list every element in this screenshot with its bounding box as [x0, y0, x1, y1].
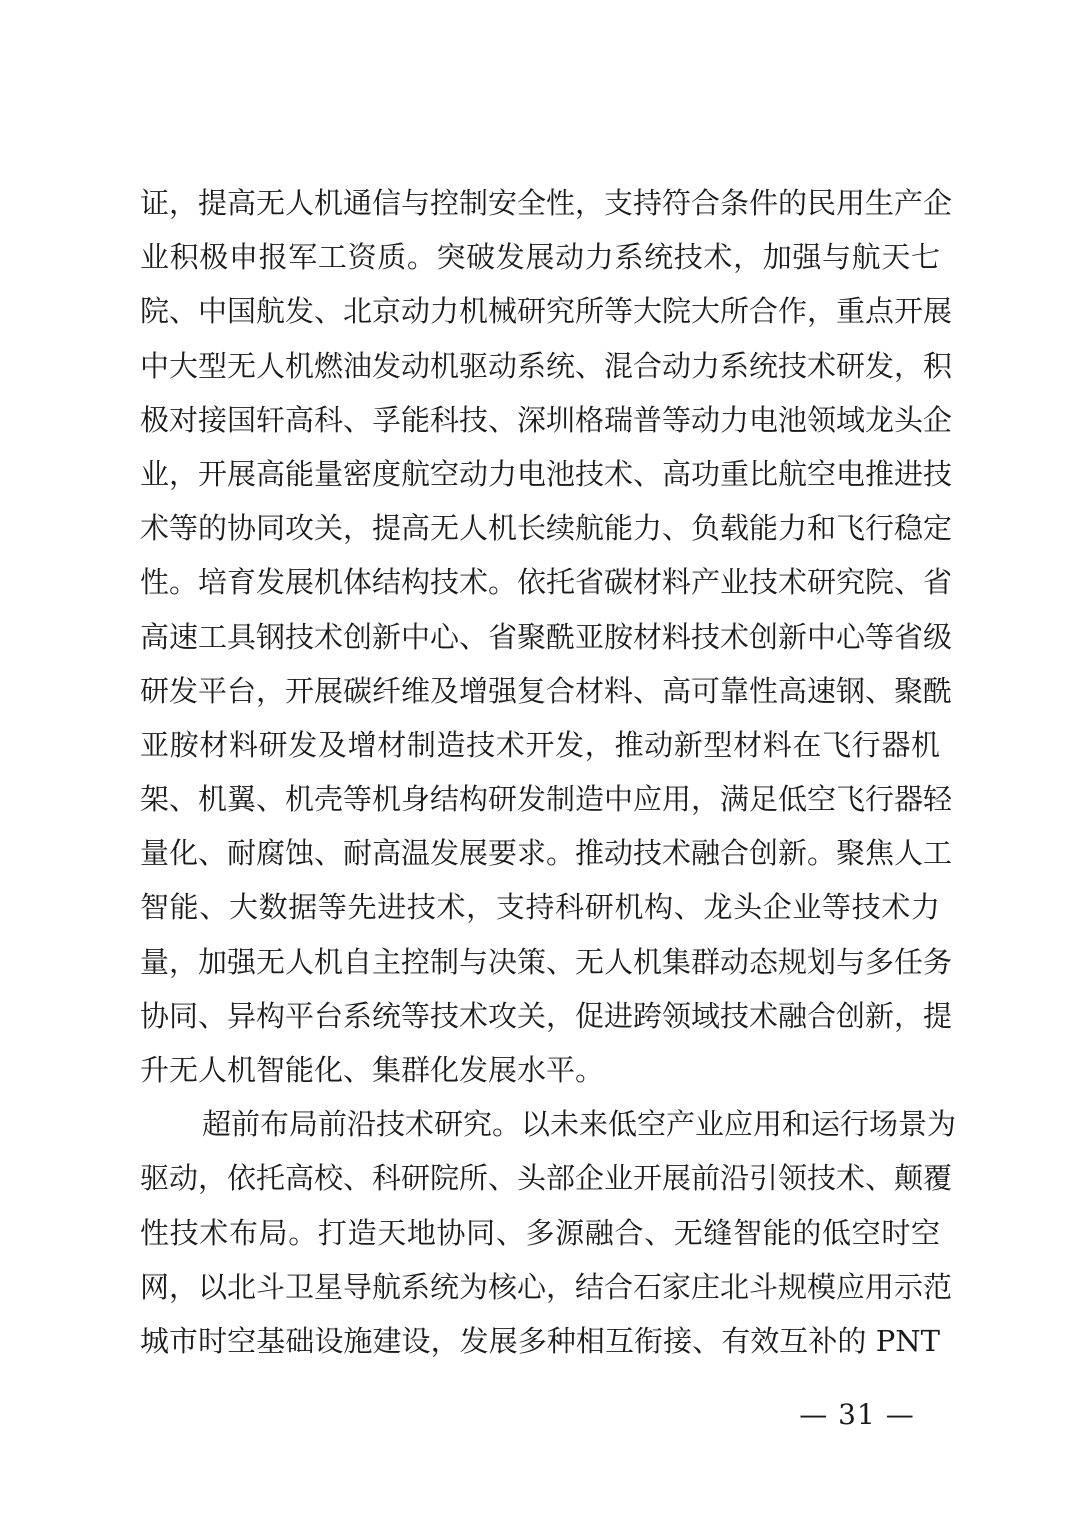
text-line: 极对接国轩高科、孚能科技、深圳格瑞普等动力电池领域龙头企 — [140, 402, 953, 437]
text-line: 高速工具钢技术创新中心、省聚酰亚胺材料技术创新中心等省级 — [140, 619, 953, 654]
text-line: 超前布局前沿技术研究。以未来低空产业应用和运行场景为 — [202, 1107, 957, 1142]
page-number: — 31 — — [799, 1398, 915, 1431]
text-line: 证，提高无人机通信与控制安全性，支持符合条件的民用生产企 — [140, 186, 953, 220]
text-line: 网，以北斗卫星导航系统为核心，结合石家庄北斗规模应用示范 — [140, 1269, 953, 1304]
text-line: 量，加强无人机自主控制与决策、无人机集群动态规划与多任务 — [140, 944, 953, 979]
paragraph-2 — [140, 1097, 957, 1368]
text-line: 业积极申报军工资质。突破发展动力系统技术，加强与航天七 — [140, 240, 940, 275]
text-line: 架、机翼、机壳等机身结构研发制造中应用，满足低空飞行器轻 — [140, 782, 953, 817]
body-text — [140, 176, 957, 1368]
text-line: 研发平台，开展碳纤维及增强复合材料、高可靠性高速钢、聚酰 — [140, 673, 953, 708]
text-line: 升无人机智能化、集群化发展水平。 — [140, 1053, 605, 1087]
text-line: 智能、大数据等先进技术，支持科研机构、龙头企业等技术力 — [140, 890, 940, 925]
text-line: 院、中国航发、北京动力机械研究所等大院大所合作，重点开展 — [140, 294, 953, 329]
text-line: 驱动，依托高校、科研院所、头部企业开展前沿引领技术、颠覆 — [140, 1161, 953, 1196]
paragraph-1 — [140, 176, 953, 1097]
text-line: 亚胺材料研发及增材制造技术开发，推动新型材料在飞行器机 — [140, 727, 940, 762]
text-line: 城市时空基础设施建设，发展多种相互衔接、有效互补的 PNT — [140, 1323, 940, 1358]
text-line: 性技术布局。打造天地协同、多源融合、无缝智能的低空时空 — [140, 1215, 940, 1250]
text-line: 量化、耐腐蚀、耐高温发展要求。推动技术融合创新。聚焦人工 — [140, 836, 953, 871]
text-line: 性。培育发展机体结构技术。依托省碳材料产业技术研究院、省 — [140, 565, 953, 600]
text-line: 术等的协同攻关，提高无人机长续航能力、负载能力和飞行稳定 — [140, 511, 953, 546]
text-line: 业，开展高能量密度航空动力电池技术、高功重比航空电推进技 — [140, 456, 953, 491]
text-line: 协同、异构平台系统等技术攻关，促进跨领域技术融合创新，提 — [140, 998, 953, 1033]
text-line: 中大型无人机燃油发动机驱动系统、混合动力系统技术研发，积 — [140, 348, 953, 383]
